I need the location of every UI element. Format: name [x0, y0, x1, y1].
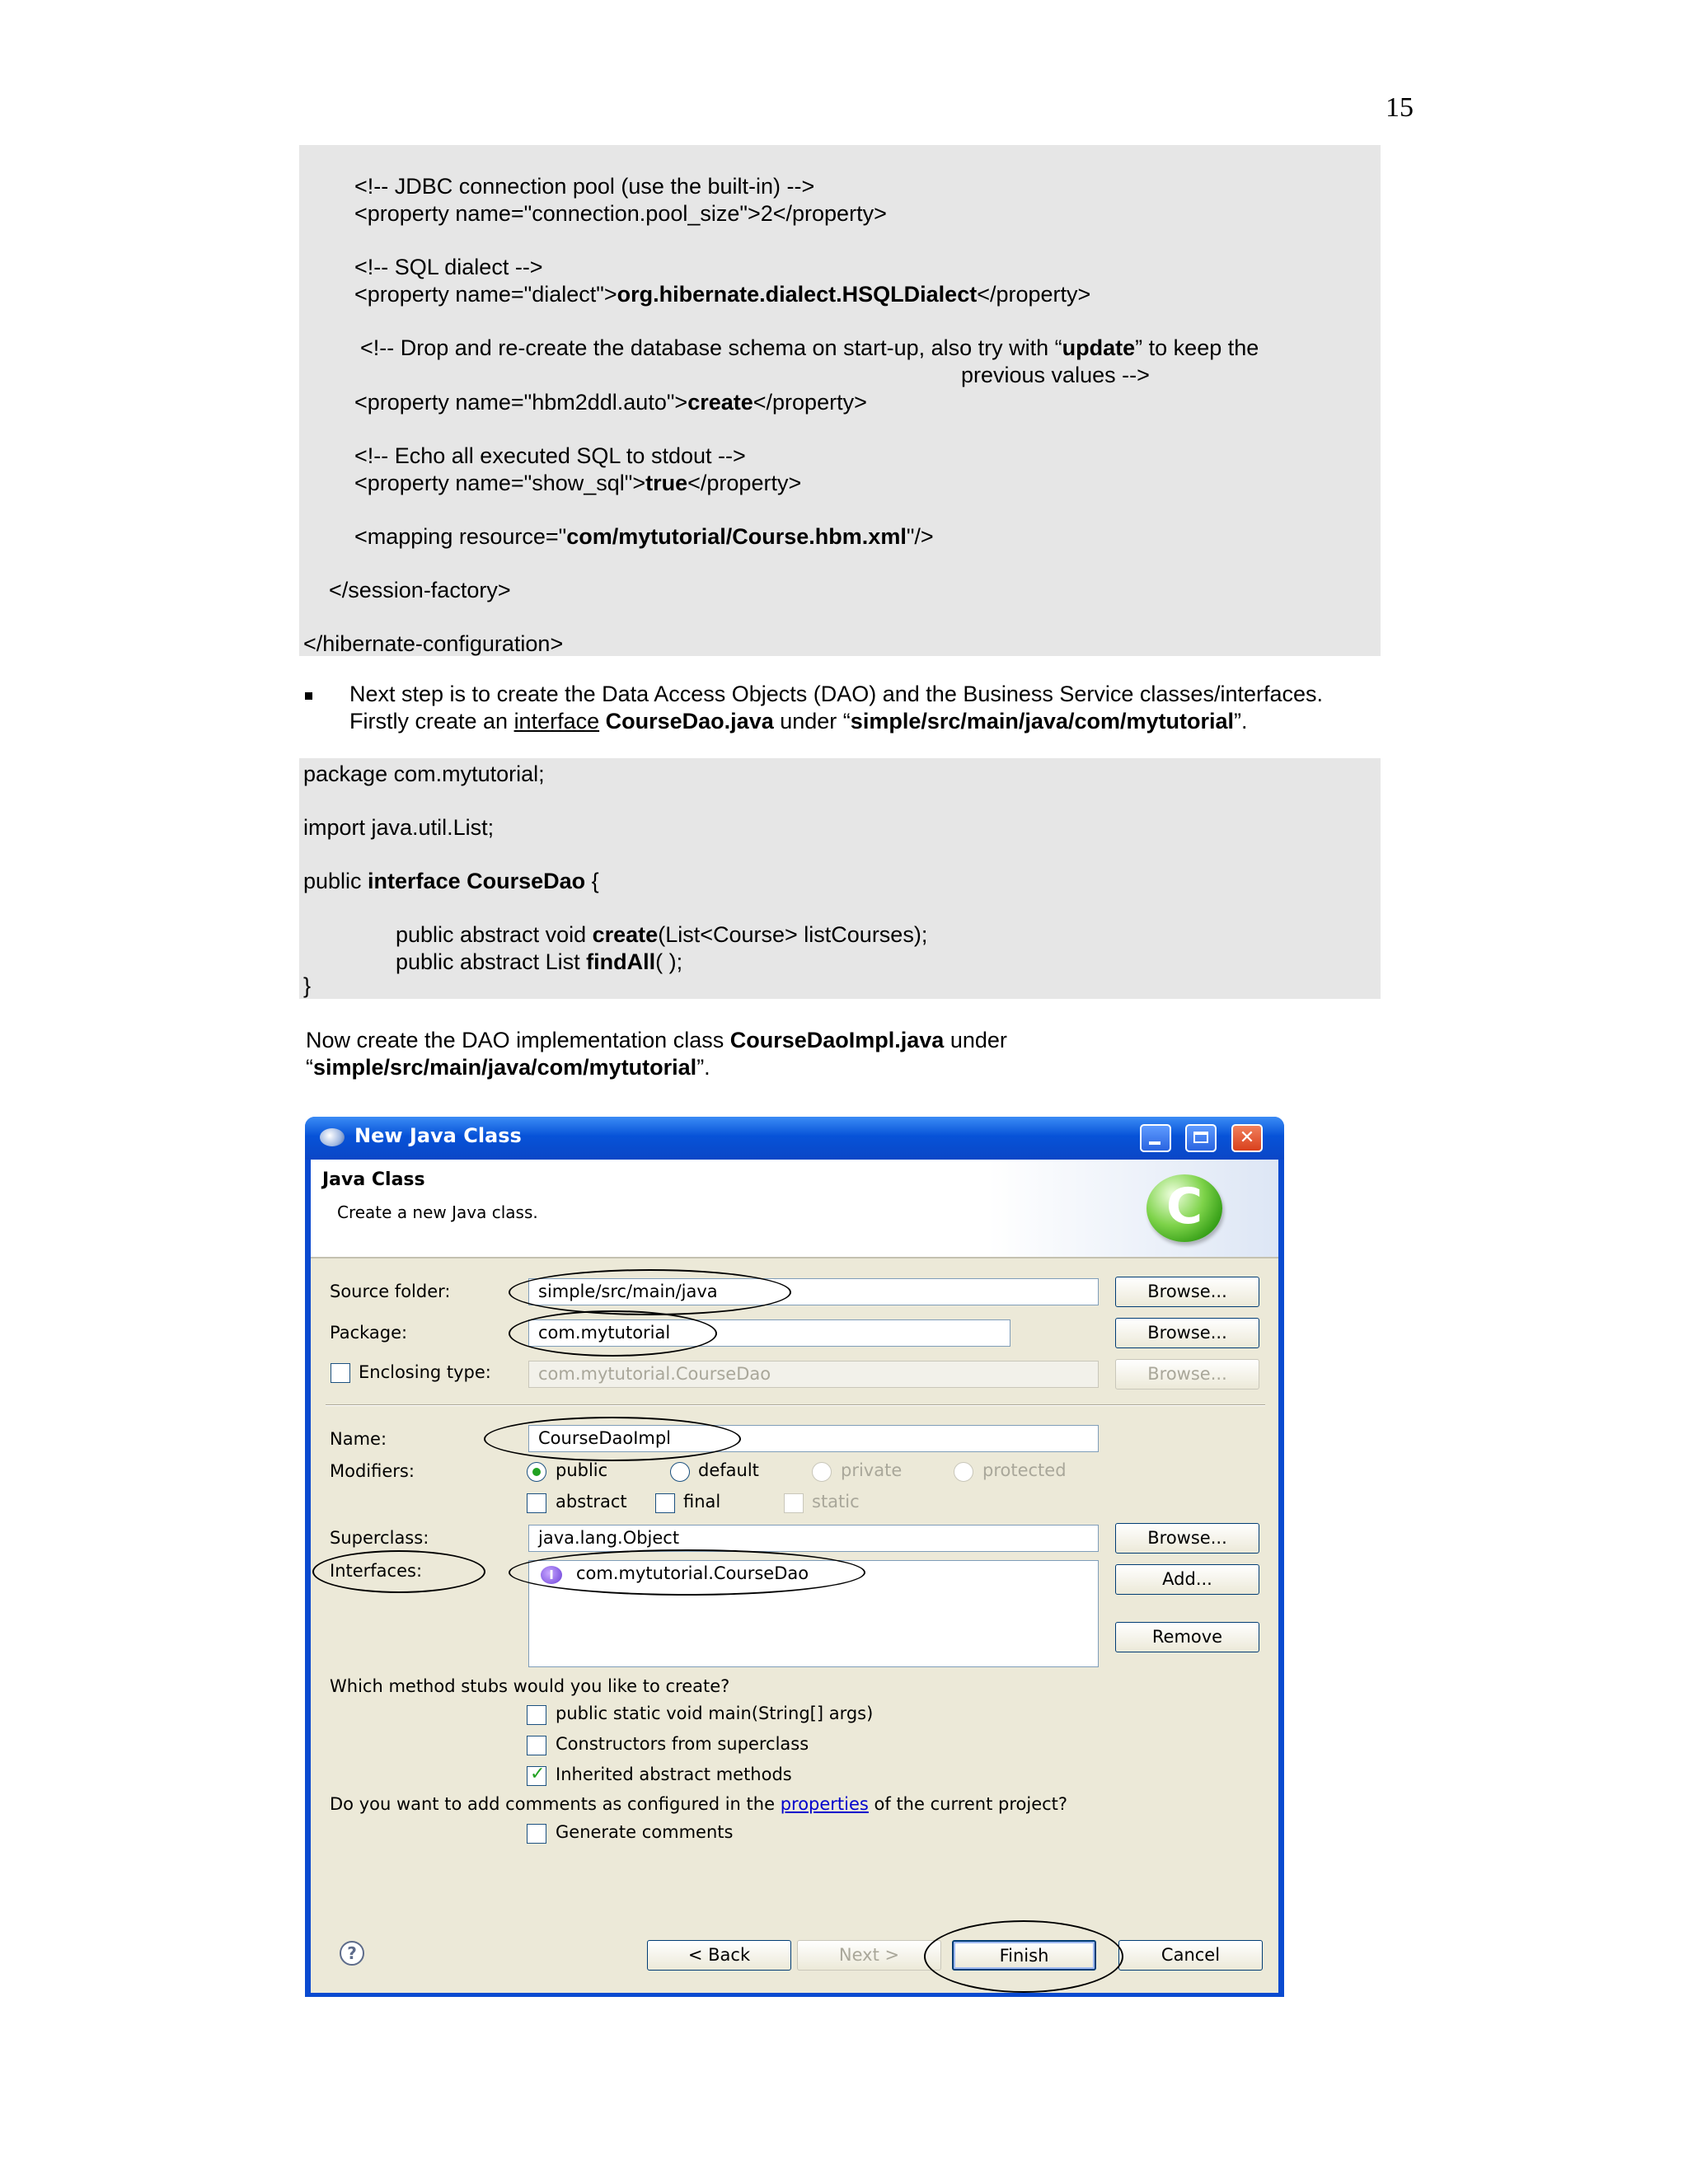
- dialog-title: New Java Class: [354, 1124, 522, 1147]
- text-bold: CourseDao.java: [605, 709, 774, 733]
- bullet-paragraph: [299, 681, 1387, 738]
- code-fragment: <property name="hbm2ddl.auto">: [354, 390, 688, 415]
- minimize-button[interactable]: [1140, 1124, 1171, 1152]
- code-fragment: ( );: [655, 949, 683, 974]
- maximize-button[interactable]: [1185, 1124, 1217, 1152]
- code-line: [354, 470, 801, 497]
- stub-main-checkbox[interactable]: [527, 1705, 546, 1725]
- code-line: [354, 389, 867, 416]
- bullet-square: [305, 692, 312, 700]
- new-class-icon: C: [1146, 1174, 1222, 1242]
- modifier-private-label: private: [841, 1460, 903, 1480]
- interfaces-list-item[interactable]: com.mytutorial.CourseDao: [576, 1563, 809, 1583]
- code-line: previous values -->: [961, 363, 1150, 387]
- name-label: Name:: [330, 1429, 387, 1449]
- code-bold: update: [1062, 335, 1136, 360]
- bullet-line: [349, 708, 1247, 735]
- text-fragment: under “: [773, 709, 851, 733]
- bullet-line: Next step is to create the Data Access Objects (DAO) and the Business Service classes/interfaces.: [349, 682, 1324, 706]
- comments-question: [330, 1794, 1067, 1814]
- code-bold: findAll: [586, 949, 656, 974]
- text-bold: simple/src/main/java/com/mytutorial: [850, 709, 1234, 733]
- stub-inherited-checkbox[interactable]: [527, 1766, 546, 1786]
- properties-link[interactable]: properties: [780, 1794, 869, 1814]
- code-fragment: public: [303, 869, 368, 893]
- stub-constructors-label: Constructors from superclass: [556, 1734, 809, 1754]
- enclosing-type-browse-button[interactable]: Browse...: [1115, 1359, 1259, 1390]
- highlight-oval: [312, 1550, 485, 1593]
- stub-main-label: public static void main(String[] args): [556, 1704, 874, 1723]
- text-fragment: ”.: [696, 1055, 710, 1080]
- code-fragment: <property name="show_sql">: [354, 471, 646, 495]
- minimize-icon: [1149, 1141, 1160, 1145]
- cancel-button[interactable]: Cancel: [1118, 1940, 1263, 1971]
- code-fragment: "/>: [906, 524, 934, 549]
- impl-paragraph-line: [306, 1054, 710, 1081]
- code-line: <property name="connection.pool_size">2</property>: [354, 201, 887, 226]
- code-bold: interface CourseDao: [368, 869, 586, 893]
- code-bold: create: [592, 922, 659, 947]
- remove-interface-button[interactable]: Remove: [1115, 1622, 1259, 1652]
- source-folder-input[interactable]: simple/src/main/java: [528, 1278, 1099, 1305]
- interfaces-label: Interfaces:: [330, 1561, 423, 1581]
- help-icon[interactable]: ?: [340, 1941, 364, 1966]
- text-fragment: ”.: [1233, 709, 1248, 733]
- wizard-subtitle: Create a new Java class.: [337, 1202, 538, 1222]
- code-fragment: <!-- Drop and re-create the database schema on start-up, also try with “: [360, 335, 1062, 360]
- code-line: </hibernate-configuration>: [303, 631, 564, 656]
- code-fragment: ” to keep the: [1135, 335, 1259, 360]
- code-fragment: </property>: [753, 390, 867, 415]
- enclosing-type-label: Enclosing type:: [359, 1362, 491, 1382]
- package-browse-button[interactable]: Browse...: [1115, 1318, 1259, 1348]
- code-line: </session-factory>: [329, 578, 511, 602]
- comments-question-text: Do you want to add comments as configured in the: [330, 1794, 781, 1814]
- enclosing-type-input[interactable]: com.mytutorial.CourseDao: [528, 1361, 1099, 1388]
- text-fragment: under: [944, 1028, 1007, 1052]
- eclipse-icon: [320, 1128, 345, 1146]
- package-input[interactable]: com.mytutorial: [528, 1319, 1010, 1347]
- enclosing-type-checkbox[interactable]: [331, 1363, 350, 1383]
- code-bold: com/mytutorial/Course.hbm.xml: [566, 524, 907, 549]
- page-number: 15: [1386, 92, 1414, 123]
- code-line: [396, 921, 927, 949]
- source-folder-browse-button[interactable]: Browse...: [1115, 1277, 1259, 1307]
- modifier-abstract-label: abstract: [556, 1492, 627, 1511]
- code-fragment: <mapping resource=": [354, 524, 567, 549]
- code-fragment: public abstract void: [396, 922, 593, 947]
- modifier-final-checkbox[interactable]: [655, 1493, 675, 1513]
- code-line: [354, 523, 934, 551]
- code-bold: true: [645, 471, 688, 495]
- generate-comments-label: Generate comments: [556, 1822, 734, 1842]
- modifier-protected-radio[interactable]: [954, 1462, 973, 1482]
- wizard-title: Java Class: [322, 1169, 425, 1190]
- text-fragment: Firstly create an: [349, 709, 514, 733]
- highlight-oval: [509, 1310, 717, 1357]
- code-line: [354, 281, 1090, 308]
- text-bold: simple/src/main/java/com/mytutorial: [313, 1055, 697, 1080]
- modifier-static-label: static: [812, 1492, 860, 1511]
- modifier-default-label: default: [698, 1460, 759, 1480]
- next-button[interactable]: Next >: [797, 1940, 941, 1971]
- code-line: <!-- JDBC connection pool (use the built-in) -->: [354, 174, 815, 199]
- highlight-oval: [509, 1549, 865, 1596]
- superclass-input[interactable]: java.lang.Object: [528, 1525, 1099, 1552]
- method-stubs-question: Which method stubs would you like to create?: [330, 1676, 730, 1696]
- dialog-client-area: [311, 1160, 1278, 1993]
- config-code-block: [299, 145, 1381, 656]
- highlight-oval: [509, 1269, 791, 1315]
- interface-icon: I: [541, 1566, 562, 1584]
- code-line: <!-- Echo all executed SQL to stdout -->: [354, 443, 746, 468]
- modifier-static-checkbox[interactable]: [784, 1493, 804, 1513]
- modifier-public-radio[interactable]: [527, 1462, 546, 1482]
- highlight-oval: [484, 1417, 741, 1461]
- wizard-header: [311, 1160, 1278, 1258]
- text-fragment: Now create the DAO implementation class: [306, 1028, 730, 1052]
- modifiers-label: Modifiers:: [330, 1461, 415, 1481]
- text-underlined: interface: [513, 709, 600, 733]
- code-bold: org.hibernate.dialect.HSQLDialect: [617, 282, 978, 307]
- modifier-default-radio[interactable]: [670, 1462, 690, 1482]
- text-fragment: [599, 709, 606, 733]
- code-fragment: {: [585, 869, 599, 893]
- superclass-browse-button[interactable]: Browse...: [1115, 1523, 1259, 1554]
- comments-question-text: of the current project?: [868, 1794, 1068, 1814]
- close-icon: ✕: [1239, 1127, 1255, 1148]
- impl-paragraph-line: [306, 1027, 1007, 1054]
- code-fragment: (List<Course> listCourses);: [658, 922, 928, 947]
- code-fragment: </property>: [687, 471, 802, 495]
- new-java-class-dialog: [305, 1117, 1284, 1997]
- add-interface-button[interactable]: Add...: [1115, 1564, 1259, 1595]
- dialog-titlebar[interactable]: [305, 1117, 1284, 1160]
- code-bold: create: [687, 390, 753, 415]
- highlight-oval: [924, 1920, 1123, 1993]
- code-line: }: [303, 973, 312, 998]
- text-fragment: “: [306, 1055, 313, 1080]
- maximize-icon: [1193, 1132, 1208, 1143]
- code-line: import java.util.List;: [303, 815, 495, 840]
- code-fragment: </property>: [977, 282, 1091, 307]
- source-folder-label: Source folder:: [330, 1282, 451, 1301]
- back-button[interactable]: < Back: [647, 1940, 791, 1971]
- close-button[interactable]: [1231, 1124, 1263, 1152]
- modifier-public-label: public: [556, 1460, 608, 1480]
- code-line: [396, 949, 682, 976]
- superclass-label: Superclass:: [330, 1528, 429, 1548]
- text-bold: CourseDaoImpl.java: [729, 1028, 945, 1052]
- modifier-abstract-checkbox[interactable]: [527, 1493, 546, 1513]
- code-line: [303, 868, 599, 895]
- code-line: [360, 335, 1259, 362]
- modifier-private-radio[interactable]: [812, 1462, 832, 1482]
- code-line: package com.mytutorial;: [303, 762, 545, 786]
- name-input[interactable]: CourseDaoImpl: [528, 1425, 1099, 1452]
- code-line: <!-- SQL dialect -->: [354, 255, 543, 279]
- modifier-protected-label: protected: [982, 1460, 1067, 1480]
- finish-button[interactable]: Finish: [952, 1940, 1096, 1971]
- generate-comments-checkbox[interactable]: [527, 1824, 546, 1844]
- divider: [326, 1404, 1265, 1406]
- code-fragment: public abstract List: [396, 949, 587, 974]
- modifier-final-label: final: [683, 1492, 721, 1511]
- package-label: Package:: [330, 1323, 408, 1343]
- dao-code-block: [299, 758, 1381, 999]
- code-fragment: <property name="dialect">: [354, 282, 617, 307]
- stub-inherited-label: Inherited abstract methods: [556, 1765, 792, 1784]
- stub-constructors-checkbox[interactable]: [527, 1736, 546, 1755]
